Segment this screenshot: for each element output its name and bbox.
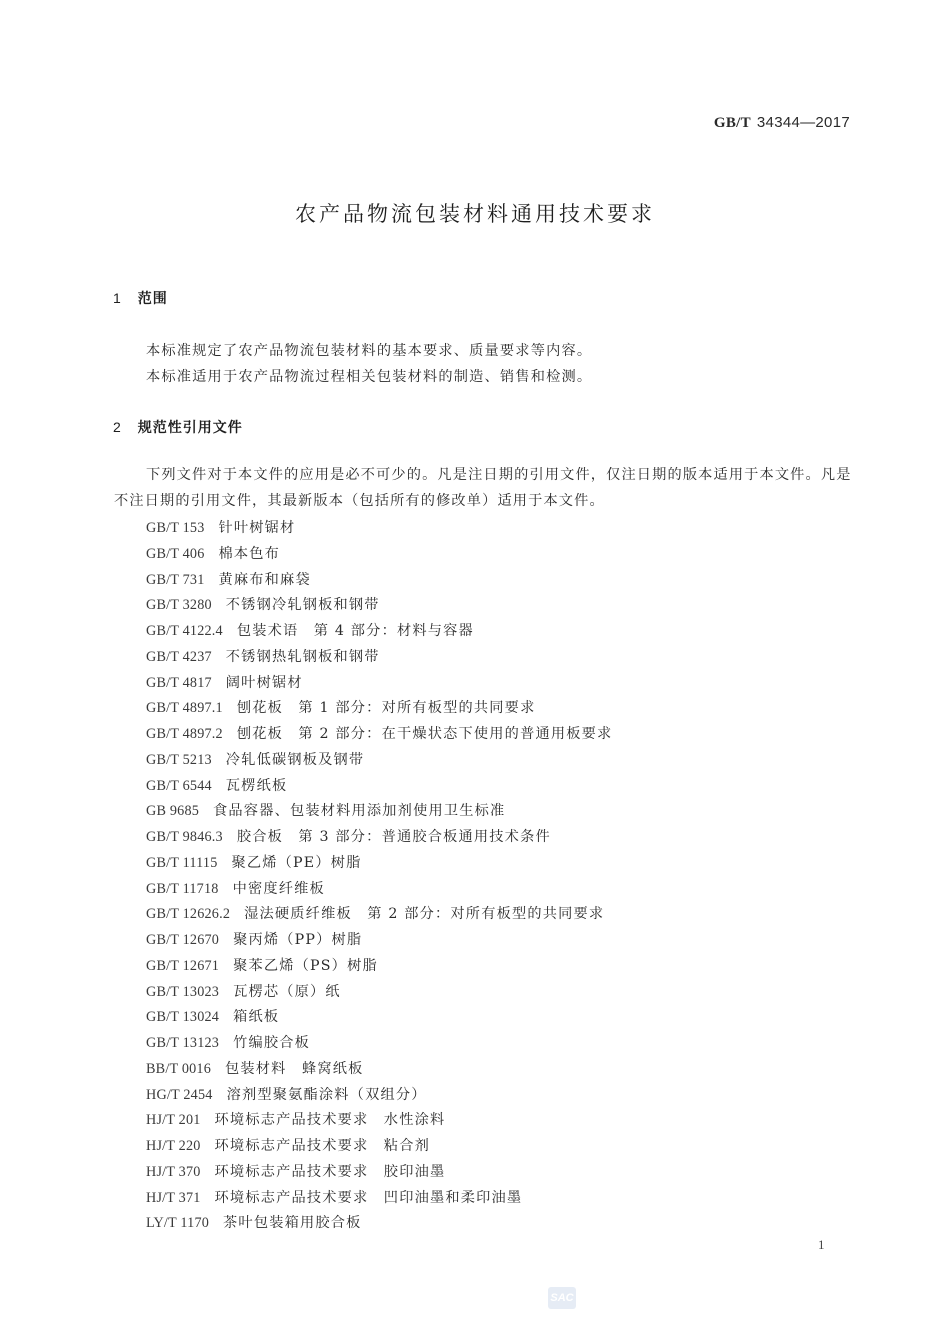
reference-item: [146, 619, 612, 645]
reference-item: [146, 1186, 612, 1212]
reference-title: 刨花板 第 1 部分：对所有板型的共同要求: [236, 700, 536, 717]
scope-paragraph-2: 本标准适用于农产品物流过程相关包装材料的制造、销售和检测。: [146, 369, 593, 385]
reference-item: [146, 1108, 612, 1134]
reference-code: GB/T 4122.4: [146, 623, 223, 639]
section-number: 2: [113, 419, 122, 435]
reference-code: GB/T 406: [146, 545, 205, 562]
reference-code: BB/T 0016: [146, 1060, 211, 1077]
reference-item: [146, 696, 612, 722]
reference-item: [146, 1031, 612, 1057]
reference-item: [146, 928, 612, 954]
section-title: 范围: [137, 291, 168, 307]
reference-code: GB/T 12626.2: [146, 906, 231, 923]
reference-code: HJ/T 201: [146, 1112, 201, 1129]
reference-code: GB/T 4817: [146, 674, 212, 691]
reference-code: GB/T 13023: [146, 983, 220, 1000]
reference-item: [146, 825, 612, 851]
reference-item: [146, 1160, 612, 1186]
reference-title: 不锈钢热轧钢板和钢带: [225, 648, 380, 665]
reference-item: [146, 774, 612, 800]
reference-title: 湿法硬质纤维板 第 2 部分：对所有板型的共同要求: [244, 906, 605, 923]
reference-code: GB/T 4897.2: [146, 726, 223, 742]
reference-title: 环境标志产品技术要求 凹印油墨和柔印油墨: [214, 1189, 523, 1206]
reference-title: 竹编胶合板: [233, 1035, 311, 1051]
reference-title: 环境标志产品技术要求 粘合剂: [214, 1138, 430, 1154]
reference-title: 环境标志产品技术要求 胶印油墨: [214, 1163, 446, 1180]
page-number: 1: [818, 1237, 825, 1252]
reference-code: GB/T 731: [146, 571, 205, 588]
reference-code: HJ/T 371: [146, 1189, 201, 1206]
section-heading-scope: [113, 288, 168, 308]
reference-title: 瓦楞纸板: [225, 777, 288, 794]
reference-code: GB/T 12670: [146, 932, 220, 948]
section-title: 规范性引用文件: [137, 420, 243, 436]
reference-code: GB/T 11718: [146, 880, 219, 897]
sac-watermark-logo: SAC: [548, 1287, 576, 1309]
reference-item: [146, 1083, 612, 1109]
reference-item: [146, 799, 612, 825]
reference-title: 黄麻布和麻袋: [218, 571, 311, 588]
reference-item: [146, 1005, 612, 1031]
reference-title: 聚乙烯（PE）树脂: [231, 854, 362, 871]
document-title: 农产品物流包装材料通用技术要求: [295, 202, 655, 226]
reference-title: 包装术语 第 4 部分：材料与容器: [236, 623, 474, 639]
reference-title: 棉本色布: [218, 545, 281, 562]
standard-code: [714, 113, 850, 132]
reference-title: 环境标志产品技术要求 水性涂料: [214, 1112, 446, 1129]
reference-title: 阔叶树锯材: [225, 674, 303, 691]
reference-code: GB/T 4897.1: [146, 700, 223, 717]
reference-item: [146, 645, 612, 671]
reference-item: [146, 902, 612, 928]
reference-code: GB/T 6544: [146, 777, 212, 794]
reference-title: 胶合板 第 3 部分：普通胶合板通用技术条件: [236, 829, 551, 845]
reference-title: 茶叶包装箱用胶合板: [223, 1215, 362, 1232]
reference-code: GB/T 9846.3: [146, 829, 223, 845]
reference-code: GB/T 13123: [146, 1035, 220, 1051]
section-heading-normative-references: [113, 417, 243, 437]
section-number: 1: [113, 290, 122, 306]
reference-code: HJ/T 220: [146, 1138, 201, 1154]
reference-title: 冷轧低碳钢板及钢带: [225, 751, 365, 768]
reference-title: 针叶树锯材: [218, 520, 296, 536]
reference-item: [146, 1057, 612, 1083]
reference-item: [146, 1134, 612, 1160]
reference-item: [146, 542, 612, 568]
reference-item: [146, 1211, 612, 1237]
reference-code: GB/T 153: [146, 520, 205, 536]
reference-item: [146, 722, 612, 748]
reference-list: [146, 516, 612, 1237]
reference-title: 食品容器、包装材料用添加剂使用卫生标准: [213, 803, 506, 820]
reference-title: 箱纸板: [233, 1009, 280, 1026]
reference-title: 溶剂型聚氨酯涂料（双组分）: [226, 1086, 427, 1103]
reference-item: [146, 954, 612, 980]
reference-title: 聚丙烯（PP）树脂: [233, 932, 363, 948]
reference-title: 聚苯乙烯（PS）树脂: [233, 957, 378, 974]
reference-code: GB/T 4237: [146, 648, 212, 665]
reference-code: LY/T 1170: [146, 1215, 210, 1232]
reference-title: 刨花板 第 2 部分：在干燥状态下使用的普通用板要求: [236, 726, 613, 742]
reference-code: GB/T 5213: [146, 751, 212, 768]
reference-code: GB/T 12671: [146, 957, 220, 974]
reference-code: GB/T 11115: [146, 854, 218, 871]
reference-item: [146, 748, 612, 774]
standard-prefix: GB/T: [713, 115, 751, 131]
reference-item: [146, 568, 612, 594]
reference-title: 中密度纤维板: [232, 880, 325, 897]
references-intro-paragraph: 下列文件对于本文件的应用是必不可少的。凡是注日期的引用文件，仅注日期的版本适用于本文件。凡是不注日期的引用文件，其最新版本（包括所有的修改单）适用于本文件。: [114, 467, 852, 509]
reference-title: 瓦楞芯（原）纸: [233, 983, 341, 1000]
reference-code: HG/T 2454: [146, 1086, 213, 1103]
reference-item: [146, 851, 612, 877]
scope-paragraph-1: 本标准规定了农产品物流包装材料的基本要求、质量要求等内容。: [146, 343, 593, 359]
reference-code: GB/T 3280: [146, 597, 212, 614]
reference-item: [146, 593, 612, 619]
reference-code: HJ/T 370: [146, 1163, 201, 1180]
reference-title: 包装材料 蜂窝纸板: [225, 1060, 364, 1077]
reference-code: GB 9685: [146, 803, 200, 820]
reference-item: [146, 516, 612, 542]
reference-item: [146, 877, 612, 903]
reference-code: GB/T 13024: [146, 1009, 220, 1026]
reference-item: [146, 671, 612, 697]
reference-title: 不锈钢冷轧钢板和钢带: [225, 597, 380, 614]
standard-number: 34344—2017: [756, 114, 850, 131]
reference-item: [146, 980, 612, 1006]
